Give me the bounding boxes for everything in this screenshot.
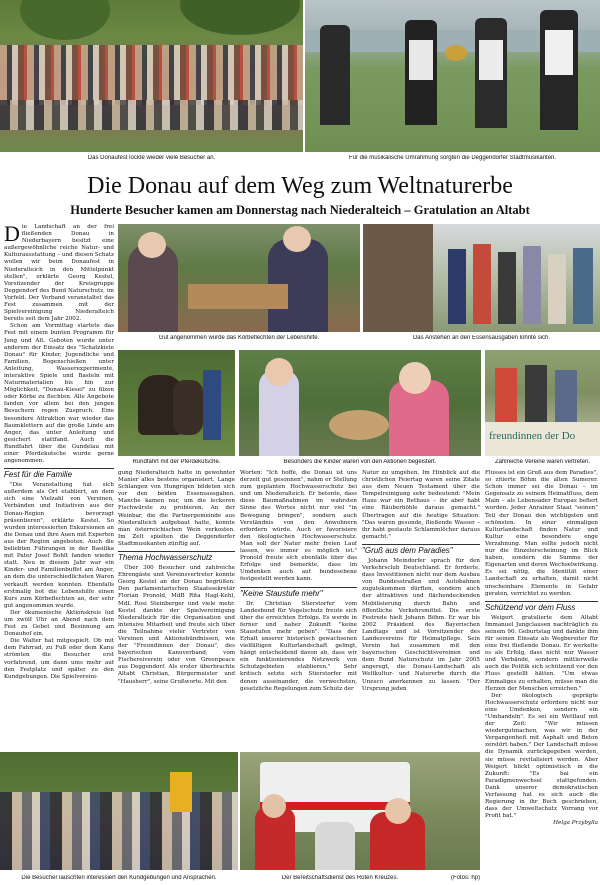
headline: Die Donau auf dem Weg zum Weltnaturerbe — [87, 173, 513, 199]
article-column-3 — [240, 470, 357, 748]
caption-row3-right: Zahlreiche Vereine waren vertreten. — [494, 459, 591, 465]
caption-middle-right: Das Anstehen an den Essensausgaben lohnte sich. — [412, 335, 551, 341]
article-paragraph: Flusses ist ein Gruß aus dem Paradies", so zitierte Böhm die alten Sumerer. Schon immer sei die Donau – im Gegensatz zu seinem Heimatfluss, dem Main – als Lebensader Europas befiert worden. Jeder Anrainer Staat "seinen" Teil der Donau den wichtigsten und schönsten. In einer einmaligen Kulturlandschaft finden Natur und Kultur eine besondere enge Verzahnung. Man sollte jedoch nicht nur die Einzelerscheinung im Blick haben, sondern die Summe der Eigenarten und deren Wechselwirkung. Es sei nötig, die Identität einer Landschaft zu erhalten, damit nicht unscheinbare Elemente in Gefahr geraten, verrichtet zu werden. — [485, 470, 598, 597]
article-column-2 — [118, 470, 235, 748]
subheading: "Gruß aus dem Paradies" — [362, 544, 480, 556]
article-column-1 — [4, 224, 114, 744]
photo-food-queue — [363, 224, 600, 332]
article-paragraph: Dr. Christian Stierstorfer vom Landesbund für Vogelschutz freute sich über die erreichten Erfolge. Es werde in ferner und naher Zukunft "keine Staustufen mehr geben". "Dass der Erhalt unserer historisch gewachsenen vielfältigen Kulturlandschaft gelingt, hängt entscheidend davon ab, dass wir ein funktionierendes Netzwerk von Schutzgebieten etablieren." Sehr kritisch setzte sich Stierstorfer mit denen auseinander, die verwechsten, gesetzliche Regelungen zum Schutz der — [240, 600, 357, 692]
photo-red-cross — [240, 752, 480, 870]
photo-children — [239, 350, 481, 456]
article-paragraph: Der ökumenische Aktionskreis lud um zwölf Uhr an Abend nach dem Fest zu Gebet und Besinnung am Donauhof ein. — [4, 609, 114, 638]
article-column-5 — [485, 470, 598, 875]
caption-top-right: Für die musikalische Umrahmung sorgten die Deggendorfer Stadtmusikanten. — [348, 155, 557, 161]
caption-row3-left: Rundfahrt mit der Pferdekutsche. — [132, 459, 221, 465]
photo-horse-carriage — [118, 350, 235, 456]
caption-bottom-right: Der Bereitschaftsdienst des Roten Kreuzes. — [281, 875, 399, 881]
photo-band — [305, 0, 600, 152]
subheadline: Hunderte Besucher kamen am Donnerstag nach Niederalteich – Gratulation an Altabt — [70, 203, 530, 217]
article-paragraph: Johann Meindorfer sprach für den Verkehrsclub Deutschland. Er forderte, dass Investitionen nicht nur dem Ausbau von Bundesstraßen und Autobahnen zugutekommen dürften, sondern auch der attraktiven und flächendeckenden Mobilisierung durch Bahn und öffentliche Verkehrsmittel. Die erste Festrede hielt Johann Böhm. Er war bis 2002 Präsident des Bayerischen Landtags und ist Vorsitzender des Landesvereins für Heimatpflege. Sein Verein hat zusammen mit den bayerischen Geschichtsvereinen und dem Bund Naturschutz im Jahr 2005 angeregt, die Donau-Landschaft als Weltkultur- und Naturerbe durch die Unesco anerkennen zu lassen. "Der Ursprung jeden — [362, 557, 480, 692]
article-paragraph: ie Landschaft an der frei fließenden Donau in Niederbayern besitzt eine außergewöhnliche reiche Natur- und Kulturausstattung – und diesen Schatz wollen wir beim Donaufest in Niederalteich in den Mittelpunkt stellen", erklärte Georg Kestel, Vorsitzender der Kreisgruppe Deggendorf des Bund Naturschutz, im Vorfeld. Der Verband veranstaltet das Fest zusammen mit der Spielvereinigung Niederalteich bereits seit dem Jahr 2002. — [4, 224, 114, 323]
caption-top-left: Das Donaufest lockte wieder viele Besucher an. — [87, 155, 216, 161]
subheading: Schützend vor dem Fluss — [485, 601, 598, 613]
article-paragraph: Schon am Vormittag startete das Fest mit einem bunten Programm für Jung und Alt. Geboten wurde unter anderem der Einsatz des "Schatzkiste Donau" für Kinder, Jugendliche und Familien, Bogenschießen unter Anleitung, Wasserexperimente, interaktive Spiele und Basteln mit Naturmaterialien bis hin zur Möglichkeit, "Donau-Kiesel" zu filzen oder Körbe zu flechten. Alle Angebote fanden vor allem bei den jungen Besuchern regen Zuspruch. Eine besondere Attraktion war wieder das Baumklettern auf die große Linde am Anger, das unter Anleitung und gesichert stattfand. Auch die Rundfahrt über die Gundelau mit einer Pferdekutsche wurde gerne angenommen. — [4, 323, 114, 465]
caption-row3-center: Besonders die Kinder waren von den Aktionen begeistert. — [283, 459, 437, 465]
article-paragraph: gung Niederalteich hatte in gewohnter Manier alles bestens organisiert. Lange Schlangen von Hungrigen bildeten sich vor den beiden Essensausgaben. Manche kamen nur, um die leckeren Fischwürste zu probieren. An der Weinbar, die die Partnergemeinde aus Niederalteich aufgebaut hatte, konnte man österreichischen Wein verkosten. Im Zelt spielten die Deggendorfer Stadtmusikanten zünftig auf. — [118, 470, 235, 547]
article-paragraph: Über 300 Besucher und zahlreiche Ehrengäste und Vereinsvertreter konnte Georg Kestel an der Donau begrüßen: Den parlamentarischen Staatssekretär Florian Pronold, MdB Rita Hagl-Kehl, MdL Rosi Steinberger und viele mehr. Kestel dankte der Spielvereinigung Niederalteich für die Organisation und intensive Mitarbeit und freute sich über die Teilnahme vieler Vertreter von Vereinen und Aktionsbündnissen, wie der "Freundinnen der Donau", des bayerischen Kanuverband, vom Fischereiverein oder von Greenpeace aus Deggendorf. Als erster überbrachte Altabt Christian, Bürgermeister und "Hausherr", seine Grußworte. Mit den — [118, 565, 235, 685]
photo-audience — [0, 752, 238, 870]
subheading: "Keine Staustufe mehr" — [240, 587, 357, 599]
photo-basket-weaving — [118, 224, 360, 332]
subheading: Fest für die Familie — [4, 468, 114, 480]
author: Helga Przybylla — [553, 820, 598, 827]
article-paragraph: Die Walter hat mitgespielt. Ob mit dem Fahrrad, zu Fuß oder dem Kanu strömten die Besucher erst vorfahrend, um dann ums mehr auf den Festplatz und später zu den Kundgebungen. Die Spielvereini- — [4, 638, 114, 680]
article-paragraph: Worten: "Ich hoffe, die Donau ist uns derzeit gut gesonnen", nahm er Stellung zum geplanten Hochwasserschutz bei und um Niederalteich. Er betonte, dass diese Baumaßnahmen im wahrsten Sinne des Wortes nicht nur viel "in Bewegung bringen", sondern auch Verständnis von den Anwohnern erfordern würde. Auch er favorisiere den ökologischen Hochwasserschutz. Man soll der Natur mehr freien Lauf lassen, wo immer es möglich ist." Pronold freute sich ebenfalls über das Erfolge und bemerkte, dass im Umdenken auch auf bundesebene festgestellt werden kann. — [240, 470, 357, 583]
photo-associations — [485, 350, 600, 456]
banner: freundinnen der Do — [489, 430, 576, 442]
caption-middle-left: Gut angenommen wurde das Körbeflechten der Lebenshilfe. — [158, 335, 320, 341]
photo-crowd-seated — [0, 0, 303, 152]
article-paragraph: Weigert gratulierte dem Altabt Immanuel Jungclausen nachträglich zu seinem 90. Geburtstag und dankte ihm für seinen Einsatz als Wegbereiter für eine frei fließende Donau. Er werkelte es als Erfolg, dass nicht nur Wasser und Verbände, sondern mittlerweile auch die Politik sich schützend vor den Fluss gestellt hätten. "Um etwas Einmaliges zu erhalten, müsse man die Herzen der Menschen erreichen." — [485, 614, 598, 692]
article-paragraph: Der ökologisch geprägte Hochwasserschutz erfordere nicht nur eine Umdenken, sondern ein "Umhandeln". Es sei ein Wettlauf mit der Zeit: "Wir müssen wiedergutmachen, was wir in der Vergangenheit mit Asphalt und Beton zerstört haben." Der Landschaft müsse die Dynamik zurückgegeben werden, sie müsse revitalisiert werden. Aber Weigert blickt optimistisch in die Zukunft: "Es bai ein Paradigmenwechsel stattgefunden. Dank unserer demokratischen Verfassung hat es sich auch die Regierung in ihr Buch geschrieben, dass der Umweltschutz Vorrang vor Profit hat." — [485, 692, 598, 820]
photo-credit: (Fotos: hp) — [450, 875, 480, 881]
article-column-4 — [362, 470, 480, 748]
drop-cap: D — [4, 224, 20, 246]
caption-bottom-left: Die Besucher lauschten interessiert den Kundgebungen und Ansprachen. — [21, 875, 217, 881]
article-paragraph: Natur zu umgehen. Im Hinblick auf die christlichen Feiertag waren seine Zitate aus dem Neuen Testament über die Tempelreinigung sehr bedeutend: "Mein Haus war ein Bethaus – ihr aber habt eine Räuberhöhle daraus gemacht." Übertragen auf die heutige Situation: "Das waren gesunde, fließende Wasser – ihr habt gestaute Schlammlöcher daraus gemacht." — [362, 470, 480, 540]
article-paragraph: "Die Veranstaltung hat sich außerdem als Ort etabliert, an dem sich eine Vielzahl von Vereinen, Verbänden und Initiativen aus der Donau-Region bevorzugt präsentieren", erklärte Kestel. So wurden interessierten Exkursionen an die Donau und ihre Auen mit Experten aus der Region angeboten. Auch die beliebten Führungen in der Basilika mit Pater Josef Bohlt fanden wieder statt. Neu in diesem Jahr war ein Kinder- und Familienbuffet am Anger, an dem die unterschiedlichsten Waren verkauft werden konnten. Ebenfalls erstmalig bot die Lebenshilfe einen Kurs zum Körbeflechten an, der sehr gut angenommen wurde. — [4, 482, 114, 609]
subheading: Thema Hochwasserschutz — [118, 551, 235, 563]
